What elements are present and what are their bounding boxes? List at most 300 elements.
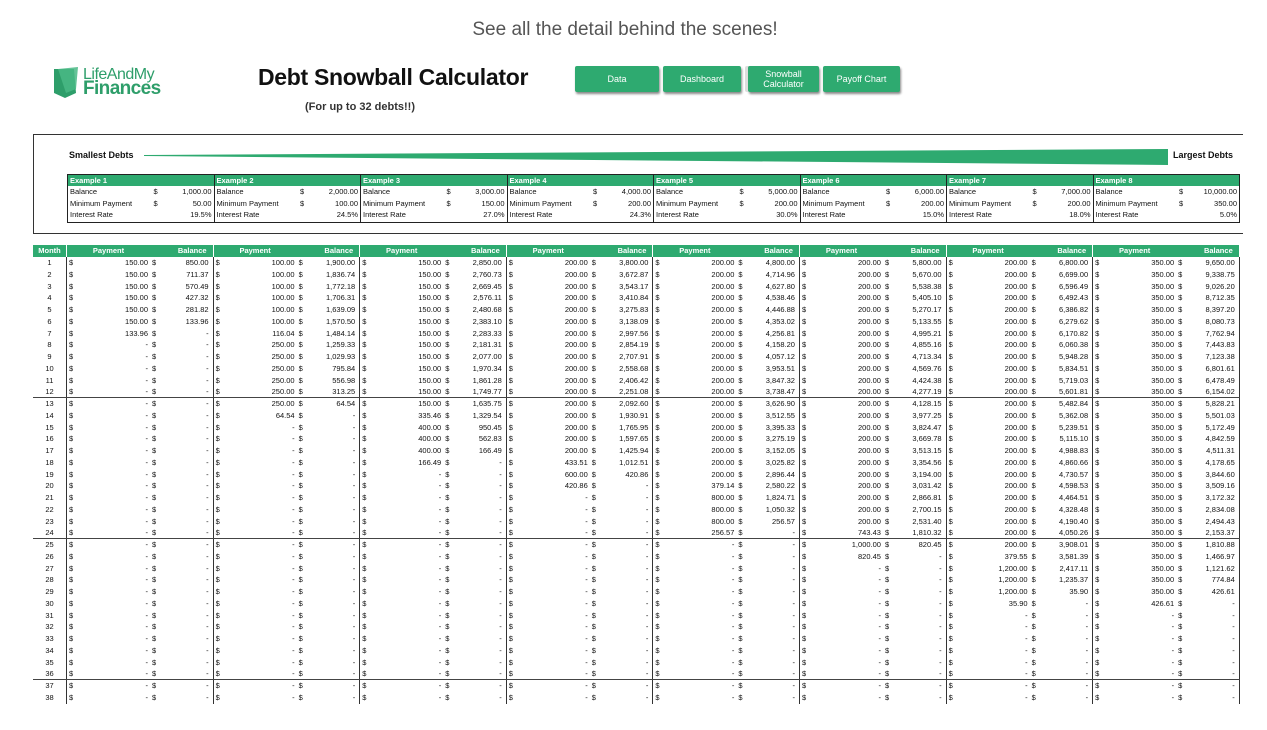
payment-cell[interactable]: 350.00 [1151,363,1175,373]
balance-cell[interactable]: - [206,352,209,361]
balance-cell[interactable]: 6,492.43 [1058,293,1089,303]
balance-cell[interactable]: 4,511.31 [1206,446,1235,455]
payment-cell[interactable]: - [292,610,295,620]
balance-cell[interactable]: 2,760.73 [472,269,502,279]
payment-cell[interactable]: - [438,575,442,585]
payment-cell[interactable]: 200.00 [564,352,588,361]
payment-cell[interactable]: - [145,540,148,549]
payment-cell[interactable]: 200.00 [564,387,588,397]
payment-cell[interactable]: - [731,634,735,643]
balance-cell[interactable]: - [352,634,356,643]
balance-cell[interactable]: - [352,669,356,679]
balance-cell[interactable]: - [206,434,209,444]
example-rate-value[interactable]: 18.0% [1069,210,1091,219]
payment-cell[interactable]: - [292,493,295,502]
payment-cell[interactable]: 200.00 [858,281,881,291]
payment-cell[interactable]: 200.00 [1004,340,1028,350]
balance-cell[interactable]: 4,598.53 [1058,481,1089,491]
balance-cell[interactable]: - [352,563,356,573]
balance-cell[interactable]: - [206,399,209,408]
payment-cell[interactable]: - [292,504,295,514]
balance-cell[interactable]: - [352,493,356,502]
balance-cell[interactable]: - [645,681,649,690]
payment-cell[interactable]: 400.00 [418,446,442,455]
payment-cell[interactable]: 350.00 [1151,258,1175,267]
balance-cell[interactable]: - [792,634,795,643]
balance-cell[interactable]: 420.86 [625,469,649,479]
balance-cell[interactable]: 5,115.10 [1059,434,1089,444]
payment-cell[interactable]: - [585,669,588,679]
balance-cell[interactable]: 4,860.66 [1058,457,1089,467]
payment-cell[interactable]: 200.00 [1004,305,1028,314]
balance-cell[interactable]: 711.37 [186,269,209,279]
balance-cell[interactable]: 556.98 [332,375,356,385]
example-balance-value[interactable]: 10,000.00 [1203,187,1237,196]
example-rate-value[interactable]: 24.5% [336,210,358,219]
payment-cell[interactable]: - [145,493,148,502]
balance-cell[interactable]: 3,410.84 [619,293,649,303]
payment-cell[interactable]: 100.00 [271,305,295,314]
payment-cell[interactable]: - [438,622,442,632]
balance-cell[interactable]: 4,424.38 [912,375,942,385]
payment-cell[interactable]: - [438,493,442,502]
balance-cell[interactable]: 3,953.51 [765,363,795,373]
payment-cell[interactable]: 350.00 [1151,340,1175,350]
balance-cell[interactable]: 3,977.25 [912,410,942,420]
balance-cell[interactable]: 2,834.08 [1205,504,1235,514]
payment-cell[interactable]: - [878,563,881,573]
payment-cell[interactable]: 335.46 [418,410,442,420]
payment-cell[interactable]: 150.00 [418,352,442,361]
payment-cell[interactable]: 350.00 [1151,316,1175,326]
balance-cell[interactable]: - [499,587,502,596]
balance-cell[interactable]: 3,800.00 [619,258,649,267]
balance-cell[interactable]: - [1232,669,1235,679]
balance-cell[interactable]: 3,847.32 [765,375,795,385]
balance-cell[interactable]: - [645,645,649,655]
payment-cell[interactable]: - [438,669,442,679]
example-min-payment-value[interactable]: 200.00 [774,198,798,208]
payment-cell[interactable]: 250.00 [271,399,295,408]
balance-cell[interactable]: 4,627.80 [765,281,795,291]
payment-cell[interactable]: 100.00 [271,293,295,303]
balance-cell[interactable]: - [499,563,502,573]
balance-cell[interactable]: 3,354.56 [912,457,942,467]
balance-cell[interactable]: 256.57 [772,516,795,526]
payment-cell[interactable]: - [878,657,881,667]
payment-cell[interactable]: 200.00 [711,281,735,291]
balance-cell[interactable]: - [792,669,795,679]
balance-cell[interactable]: 4,128.15 [912,399,942,408]
payment-cell[interactable]: - [438,610,442,620]
payment-cell[interactable]: - [731,540,735,549]
payment-cell[interactable]: - [292,563,295,573]
example-balance-value[interactable]: 4,000.00 [621,187,651,196]
balance-cell[interactable]: - [206,645,209,655]
payment-cell[interactable]: 100.00 [271,258,295,267]
payment-cell[interactable]: 200.00 [858,422,881,432]
balance-cell[interactable]: - [645,575,649,585]
payment-cell[interactable]: - [1025,669,1028,679]
balance-cell[interactable]: 4,256.81 [765,328,795,338]
balance-cell[interactable]: 4,569.76 [912,363,942,373]
balance-cell[interactable]: - [206,340,209,350]
payment-cell[interactable]: 350.00 [1151,516,1175,526]
payment-cell[interactable]: - [438,645,442,655]
payment-cell[interactable]: 200.00 [564,281,588,291]
payment-cell[interactable]: 200.00 [711,293,735,303]
payment-cell[interactable]: 200.00 [564,328,588,338]
payment-cell[interactable]: 200.00 [711,446,735,455]
payment-cell[interactable]: 200.00 [1004,363,1028,373]
payment-cell[interactable]: 350.00 [1151,305,1175,314]
payment-cell[interactable]: 350.00 [1151,352,1175,361]
balance-cell[interactable]: 4,178.65 [1205,457,1235,467]
payment-cell[interactable]: 200.00 [711,410,735,420]
payment-cell[interactable]: 350.00 [1151,387,1175,397]
payment-cell[interactable]: 350.00 [1151,293,1175,303]
payment-cell[interactable]: 200.00 [711,399,735,408]
payment-cell[interactable]: 250.00 [271,352,295,361]
payment-cell[interactable]: 350.00 [1151,269,1175,279]
balance-cell[interactable]: - [206,457,209,467]
payment-cell[interactable]: 200.00 [711,305,735,314]
balance-cell[interactable]: 5,405.10 [912,293,942,303]
payment-cell[interactable]: - [731,645,735,655]
payment-cell[interactable]: 350.00 [1151,563,1175,573]
payment-cell[interactable]: - [145,446,148,455]
payment-cell[interactable]: - [145,504,148,514]
payment-cell[interactable]: - [145,669,148,679]
payment-cell[interactable]: - [145,434,148,444]
payment-cell[interactable]: 150.00 [418,316,442,326]
balance-cell[interactable]: - [499,657,502,667]
payment-cell[interactable]: 200.00 [564,399,588,408]
balance-cell[interactable]: - [352,540,356,549]
balance-cell[interactable]: 1,824.71 [765,493,795,502]
balance-cell[interactable]: 3,138.09 [619,316,649,326]
example-min-payment-value[interactable]: 200.00 [628,198,651,208]
payment-cell[interactable]: 433.51 [564,457,588,467]
balance-cell[interactable]: - [939,575,942,585]
payment-cell[interactable]: 200.00 [1004,493,1028,502]
balance-cell[interactable]: - [352,575,356,585]
payment-cell[interactable]: 379.14 [711,481,735,491]
payment-cell[interactable]: 350.00 [1151,422,1175,432]
balance-cell[interactable]: 3,513.15 [912,446,942,455]
balance-cell[interactable]: 2,669.45 [472,281,502,291]
payment-cell[interactable]: 200.00 [1004,293,1028,303]
example-balance-value[interactable]: 1,000.00 [182,187,212,196]
balance-cell[interactable]: 820.45 [918,540,942,549]
payment-cell[interactable]: - [438,692,442,702]
payment-cell[interactable]: 200.00 [1004,387,1028,397]
payment-cell[interactable]: - [438,681,442,690]
balance-cell[interactable]: - [645,551,649,561]
balance-cell[interactable]: 3,669.78 [912,434,942,444]
balance-cell[interactable]: - [1232,681,1235,690]
payment-cell[interactable]: - [438,634,442,643]
balance-cell[interactable]: - [1085,681,1089,690]
balance-cell[interactable]: 9,338.75 [1205,269,1235,279]
balance-cell[interactable]: 3,152.05 [765,446,795,455]
payment-cell[interactable]: - [585,598,588,608]
payment-cell[interactable]: - [731,575,735,585]
balance-cell[interactable]: - [645,493,649,502]
payment-cell[interactable]: - [878,634,881,643]
balance-cell[interactable]: 2,153.37 [1205,528,1235,538]
payment-cell[interactable]: 350.00 [1151,481,1175,491]
payment-cell[interactable]: 200.00 [1004,469,1028,479]
payment-cell[interactable]: 200.00 [711,258,735,267]
balance-cell[interactable]: 4,190.40 [1058,516,1089,526]
balance-cell[interactable]: - [1232,692,1235,702]
balance-cell[interactable]: 6,060.38 [1058,340,1089,350]
balance-cell[interactable]: - [352,410,356,420]
balance-cell[interactable]: - [206,504,209,514]
payment-cell[interactable]: 200.00 [858,504,881,514]
payment-cell[interactable]: - [878,645,881,655]
balance-cell[interactable]: 3,395.33 [765,422,795,432]
payment-cell[interactable]: - [145,352,148,361]
payment-cell[interactable]: - [145,363,148,373]
balance-cell[interactable]: - [792,692,795,702]
balance-cell[interactable]: - [206,575,209,585]
payment-cell[interactable]: 200.00 [858,410,881,420]
payment-cell[interactable]: 350.00 [1151,446,1175,455]
balance-cell[interactable]: - [499,692,502,702]
payment-cell[interactable]: - [438,657,442,667]
balance-cell[interactable]: - [792,610,795,620]
balance-cell[interactable]: 4,353.02 [765,316,795,326]
payment-cell[interactable]: - [878,692,881,702]
balance-cell[interactable]: 6,800.00 [1058,258,1089,267]
balance-cell[interactable]: 1,235.37 [1058,575,1089,585]
balance-cell[interactable]: - [206,657,209,667]
balance-cell[interactable]: 3,908.01 [1058,540,1089,549]
payment-cell[interactable]: - [585,528,588,538]
balance-cell[interactable]: - [792,645,795,655]
balance-cell[interactable]: - [499,540,502,549]
balance-cell[interactable]: - [939,681,942,690]
payment-cell[interactable]: - [145,610,148,620]
payment-cell[interactable]: - [292,575,295,585]
balance-cell[interactable]: 35.90 [1069,587,1089,596]
payment-cell[interactable]: 200.00 [858,469,881,479]
balance-cell[interactable]: 166.49 [478,446,502,455]
balance-cell[interactable]: 5,133.55 [912,316,942,326]
balance-cell[interactable]: - [499,481,502,491]
balance-cell[interactable]: - [792,622,795,632]
balance-cell[interactable]: 1,810.32 [912,528,942,538]
balance-cell[interactable]: 281.82 [185,305,209,314]
balance-cell[interactable]: - [499,645,502,655]
payment-cell[interactable]: - [292,622,295,632]
balance-cell[interactable]: - [206,692,209,702]
payment-cell[interactable]: 426.61 [1151,598,1175,608]
payment-cell[interactable]: - [145,516,148,526]
balance-cell[interactable]: 6,154.02 [1205,387,1235,397]
payment-cell[interactable]: - [145,387,148,397]
payment-cell[interactable]: - [585,634,588,643]
balance-cell[interactable]: 1,597.65 [619,434,649,444]
balance-cell[interactable]: 5,362.08 [1058,410,1089,420]
payment-cell[interactable]: 200.00 [1004,328,1028,338]
payment-cell[interactable]: 200.00 [858,434,881,444]
example-rate-value[interactable]: 24.3% [629,210,651,219]
example-balance-value[interactable]: 7,000.00 [1061,187,1091,196]
balance-cell[interactable]: 2,850.00 [472,258,502,267]
balance-cell[interactable]: - [352,528,356,538]
payment-cell[interactable]: - [731,669,735,679]
balance-cell[interactable]: 5,670.00 [912,269,942,279]
balance-cell[interactable]: 5,800.00 [912,258,942,267]
payment-cell[interactable]: 350.00 [1151,469,1175,479]
payment-cell[interactable]: 200.00 [858,375,881,385]
balance-cell[interactable]: 3,626.90 [765,399,795,408]
balance-cell[interactable]: 1,706.31 [325,293,356,303]
balance-cell[interactable]: 3,824.47 [912,422,942,432]
balance-cell[interactable]: - [1085,692,1089,702]
payment-cell[interactable]: 150.00 [418,258,442,267]
balance-cell[interactable]: - [792,540,795,549]
balance-cell[interactable]: 2,077.00 [472,352,502,361]
balance-cell[interactable]: - [645,504,649,514]
balance-cell[interactable]: 3,025.82 [765,457,795,467]
payment-cell[interactable]: 350.00 [1151,528,1175,538]
payment-cell[interactable]: 350.00 [1151,504,1175,514]
balance-cell[interactable]: 4,995.21 [912,328,942,338]
balance-cell[interactable]: - [939,692,942,702]
balance-cell[interactable]: 2,531.40 [912,516,942,526]
balance-cell[interactable]: 4,713.34 [912,352,942,361]
payment-cell[interactable]: 200.00 [711,469,735,479]
balance-cell[interactable]: - [206,610,209,620]
balance-cell[interactable]: 2,092.60 [619,399,649,408]
payment-cell[interactable]: - [1025,645,1028,655]
balance-cell[interactable]: 427.32 [185,293,209,303]
balance-cell[interactable]: 1,466.97 [1205,551,1235,561]
payment-cell[interactable]: 200.00 [1004,375,1028,385]
balance-cell[interactable]: 6,478.49 [1205,375,1235,385]
balance-cell[interactable]: - [352,516,356,526]
balance-cell[interactable]: - [1085,598,1089,608]
payment-cell[interactable]: - [292,692,295,702]
payment-cell[interactable]: 200.00 [711,422,735,432]
balance-cell[interactable]: - [352,446,356,455]
balance-cell[interactable]: 4,988.83 [1058,446,1089,455]
payment-cell[interactable]: - [438,516,442,526]
payment-cell[interactable]: - [145,375,148,385]
balance-cell[interactable]: 3,031.42 [912,481,942,491]
example-min-payment-value[interactable]: 100.00 [335,198,358,208]
balance-cell[interactable]: 1,484.14 [325,328,356,338]
payment-cell[interactable]: - [145,399,148,408]
payment-cell[interactable]: 743.43 [858,528,881,538]
payment-cell[interactable]: 100.00 [271,281,295,291]
payment-cell[interactable]: - [145,598,148,608]
payment-cell[interactable]: 350.00 [1151,410,1175,420]
balance-cell[interactable]: - [645,563,649,573]
payment-cell[interactable]: - [1025,622,1028,632]
brand-logo[interactable] [52,66,172,102]
payment-cell[interactable]: 200.00 [858,387,881,397]
payment-cell[interactable]: - [585,504,588,514]
payment-cell[interactable]: 200.00 [711,316,735,326]
payment-cell[interactable]: - [731,563,735,573]
balance-cell[interactable]: 2,251.08 [619,387,649,397]
balance-cell[interactable]: - [352,587,356,596]
payment-cell[interactable]: 250.00 [271,375,295,385]
balance-cell[interactable]: - [206,328,209,338]
balance-cell[interactable]: 950.45 [478,422,502,432]
balance-cell[interactable]: - [352,598,356,608]
example-rate-value[interactable]: 19.5% [190,210,212,219]
balance-cell[interactable]: - [939,563,942,573]
payment-cell[interactable]: - [1171,622,1175,632]
balance-cell[interactable]: 1,012.51 [619,457,649,467]
balance-cell[interactable]: - [939,598,942,608]
balance-cell[interactable]: 4,328.48 [1058,504,1089,514]
balance-cell[interactable]: 850.00 [185,258,209,267]
payment-cell[interactable]: - [438,469,442,479]
payment-cell[interactable]: 150.00 [418,305,442,314]
balance-cell[interactable]: 1,970.34 [472,363,502,373]
balance-cell[interactable]: 2,700.15 [912,504,942,514]
balance-cell[interactable]: 2,576.11 [473,293,502,303]
payment-cell[interactable]: 350.00 [1151,587,1175,596]
balance-cell[interactable]: - [645,669,649,679]
nav-data-button[interactable]: Data [575,66,659,92]
payment-cell[interactable]: - [1025,634,1028,643]
balance-cell[interactable]: - [792,551,795,561]
payment-cell[interactable]: 1,000.00 [851,540,881,549]
payment-cell[interactable]: 250.00 [271,340,295,350]
payment-cell[interactable]: - [292,481,295,491]
balance-cell[interactable]: - [499,622,502,632]
example-min-payment-value[interactable]: 200.00 [1067,198,1091,208]
payment-cell[interactable]: - [292,434,295,444]
payment-cell[interactable]: 200.00 [858,516,881,526]
balance-cell[interactable]: - [1232,645,1235,655]
payment-cell[interactable]: - [145,457,148,467]
balance-cell[interactable]: - [1085,622,1089,632]
payment-cell[interactable]: 200.00 [1004,399,1028,408]
balance-cell[interactable]: 2,283.33 [472,328,502,338]
payment-cell[interactable]: 200.00 [858,457,881,467]
payment-cell[interactable]: - [145,410,148,420]
balance-cell[interactable]: 1,836.74 [325,269,356,279]
payment-cell[interactable]: 250.00 [271,387,295,397]
balance-cell[interactable]: 5,719.03 [1058,375,1089,385]
payment-cell[interactable]: 350.00 [1151,551,1175,561]
balance-cell[interactable]: 7,123.38 [1205,352,1235,361]
balance-cell[interactable]: - [1232,657,1235,667]
payment-cell[interactable]: 200.00 [1004,269,1028,279]
payment-cell[interactable]: 200.00 [1004,422,1028,432]
payment-cell[interactable]: 200.00 [1004,504,1028,514]
payment-cell[interactable]: 200.00 [1004,410,1028,420]
balance-cell[interactable]: - [206,598,209,608]
balance-cell[interactable]: - [352,551,356,561]
payment-cell[interactable]: - [438,563,442,573]
balance-cell[interactable]: - [645,540,649,549]
balance-cell[interactable]: 4,446.88 [765,305,795,314]
payment-cell[interactable]: - [292,634,295,643]
balance-cell[interactable]: - [792,563,795,573]
example-rate-value[interactable]: 5.0% [1219,210,1237,219]
payment-cell[interactable]: - [878,575,881,585]
